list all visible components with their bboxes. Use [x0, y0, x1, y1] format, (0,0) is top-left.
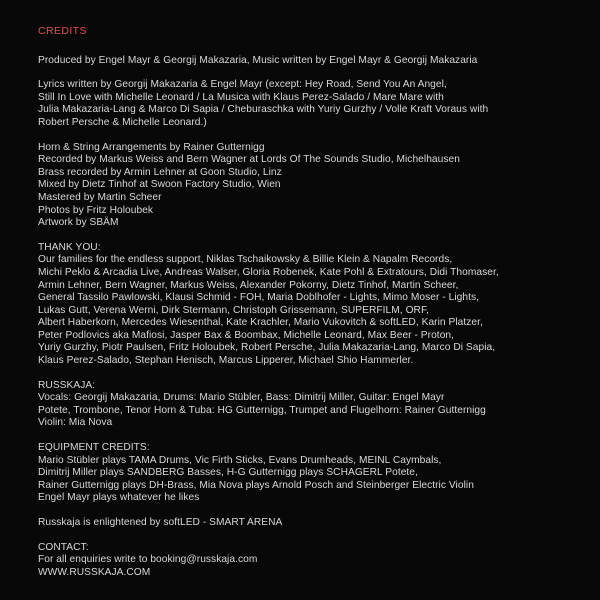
recording-line: Mastered by Martin Scheer	[38, 191, 162, 203]
band-line: Potete, Trombone, Tenor Horn & Tuba: HG Gutternigg, Trumpet and Flugelhorn: Rainer Gutternigg	[38, 404, 486, 416]
lyrics-line: Julia Makazaria-Lang & Marco Di Sapia / Cheburaschka with Yuriy Gurzhy / Volle Kraft Voraus with	[38, 104, 489, 116]
contact-heading: CONTACT:	[38, 541, 89, 553]
credits-heading: CREDITS	[38, 25, 87, 37]
equipment-line: Engel Mayr plays whatever he likes	[38, 492, 200, 504]
equipment-credits-block	[38, 442, 586, 505]
thank-you-line: Armin Lehner, Bern Wagner, Markus Weiss, Alexander Pokorny, Dietz Tinhof, Martin Scheer,	[38, 279, 459, 291]
lighting-credit-block	[38, 517, 586, 530]
lyrics-line: Robert Persche & Michelle Leonard.)	[38, 116, 207, 128]
production-line: Produced by Engel Mayr & Georgij Makazaria, Music written by Engel Mayr & Georgij Makazaria	[38, 54, 478, 66]
lyrics-line: Still In Love with Michelle Leonard / La Musica with Klaus Perez-Salado / Mare Mare with	[38, 91, 444, 103]
contact-email-line: For all enquiries write to booking@russkaja.com	[38, 554, 258, 566]
band-line: Violin: Mia Nova	[38, 417, 113, 429]
thank-you-line: Yuriy Gurzhy, Piotr Paulsen, Fritz Holoubek, Robert Persche, Julia Makazaria-Lang, Marco Di Sapia,	[38, 342, 496, 354]
thank-you-line: Michi Peklo & Arcadia Live, Andreas Walser, Gloria Robenek, Kate Pohl & Extratours, Didi Thomaser,	[38, 266, 499, 278]
thank-you-heading: THANK YOU:	[38, 241, 101, 253]
production-credits-block	[38, 55, 586, 68]
recording-line: Recorded by Markus Weiss and Bern Wagner at Lords Of The Sounds Studio, Michelhausen	[38, 154, 460, 166]
lyrics-credits-block	[38, 79, 586, 129]
equipment-line: Rainer Gutternigg plays DH-Brass, Mia Nova plays Arnold Posch and Steinberger Electric Violin	[38, 479, 474, 491]
recording-line: Mixed by Dietz Tinhof at Swoon Factory Studio, Wien	[38, 179, 281, 191]
band-members-block	[38, 380, 586, 430]
thank-you-line: Peter Podlovics aka Mafiosi, Jasper Bax & Boombax, Michelle Leonard, Max Beer - Proton,	[38, 329, 455, 341]
credits-content	[38, 25, 586, 591]
lighting-line: Russkaja is enlightened by softLED - SMART ARENA	[38, 517, 283, 528]
recording-line: Horn & String Arrangements by Rainer Gutternigg	[38, 141, 265, 153]
thank-you-line: Albert Haberkorn, Mercedes Wiesenthal, Kate Krachler, Mario Vukovitch & softLED, Karin Platzer,	[38, 317, 483, 329]
band-line: Vocals: Georgij Makazaria, Drums: Mario Stübler, Bass: Dimitrij Miller, Guitar: Engel Mayr	[38, 392, 445, 404]
thank-you-line: Lukas Gutt, Verena Werni, Dirk Stermann, Christoph Grissemann, SUPERFILM, ORF,	[38, 304, 429, 316]
band-heading: RUSSKAJA:	[38, 379, 96, 391]
recording-line: Brass recorded by Armin Lehner at Goon Studio, Linz	[38, 166, 282, 178]
thank-you-line: General Tassilo Pawlowski, Klausi Schmid - FOH, Maria Doblhofer - Lights, Mimo Moser - Lights,	[38, 292, 480, 304]
thank-you-line: Klaus Perez-Salado, Stephan Henisch, Marcus Lipperer, Michael Shio Hammerler.	[38, 355, 414, 367]
recording-line: Artwork by SBÄM	[38, 217, 119, 229]
contact-block	[38, 542, 586, 580]
website-line: WWW.RUSSKAJA.COM	[38, 566, 151, 578]
lyrics-line: Lyrics written by Georgij Makazaria & Engel Mayr (except: Hey Road, Send You An Angel,	[38, 79, 447, 91]
thank-you-block	[38, 242, 586, 368]
thank-you-line: Our families for the endless support, Niklas Tschaikowsky & Billie Klein & Napalm Records,	[38, 254, 453, 266]
recording-line: Photos by Fritz Holoubek	[38, 204, 154, 216]
equipment-line: Dimitrij Miller plays SANDBERG Basses, H-G Gutternigg plays SCHAGERL Potete,	[38, 467, 418, 479]
equipment-line: Mario Stübler plays TAMA Drums, Vic Firth Sticks, Evans Drumheads, MEINL Caymbals,	[38, 454, 442, 466]
equipment-heading: EQUIPMENT CREDITS:	[38, 442, 150, 454]
recording-credits-block	[38, 142, 586, 230]
